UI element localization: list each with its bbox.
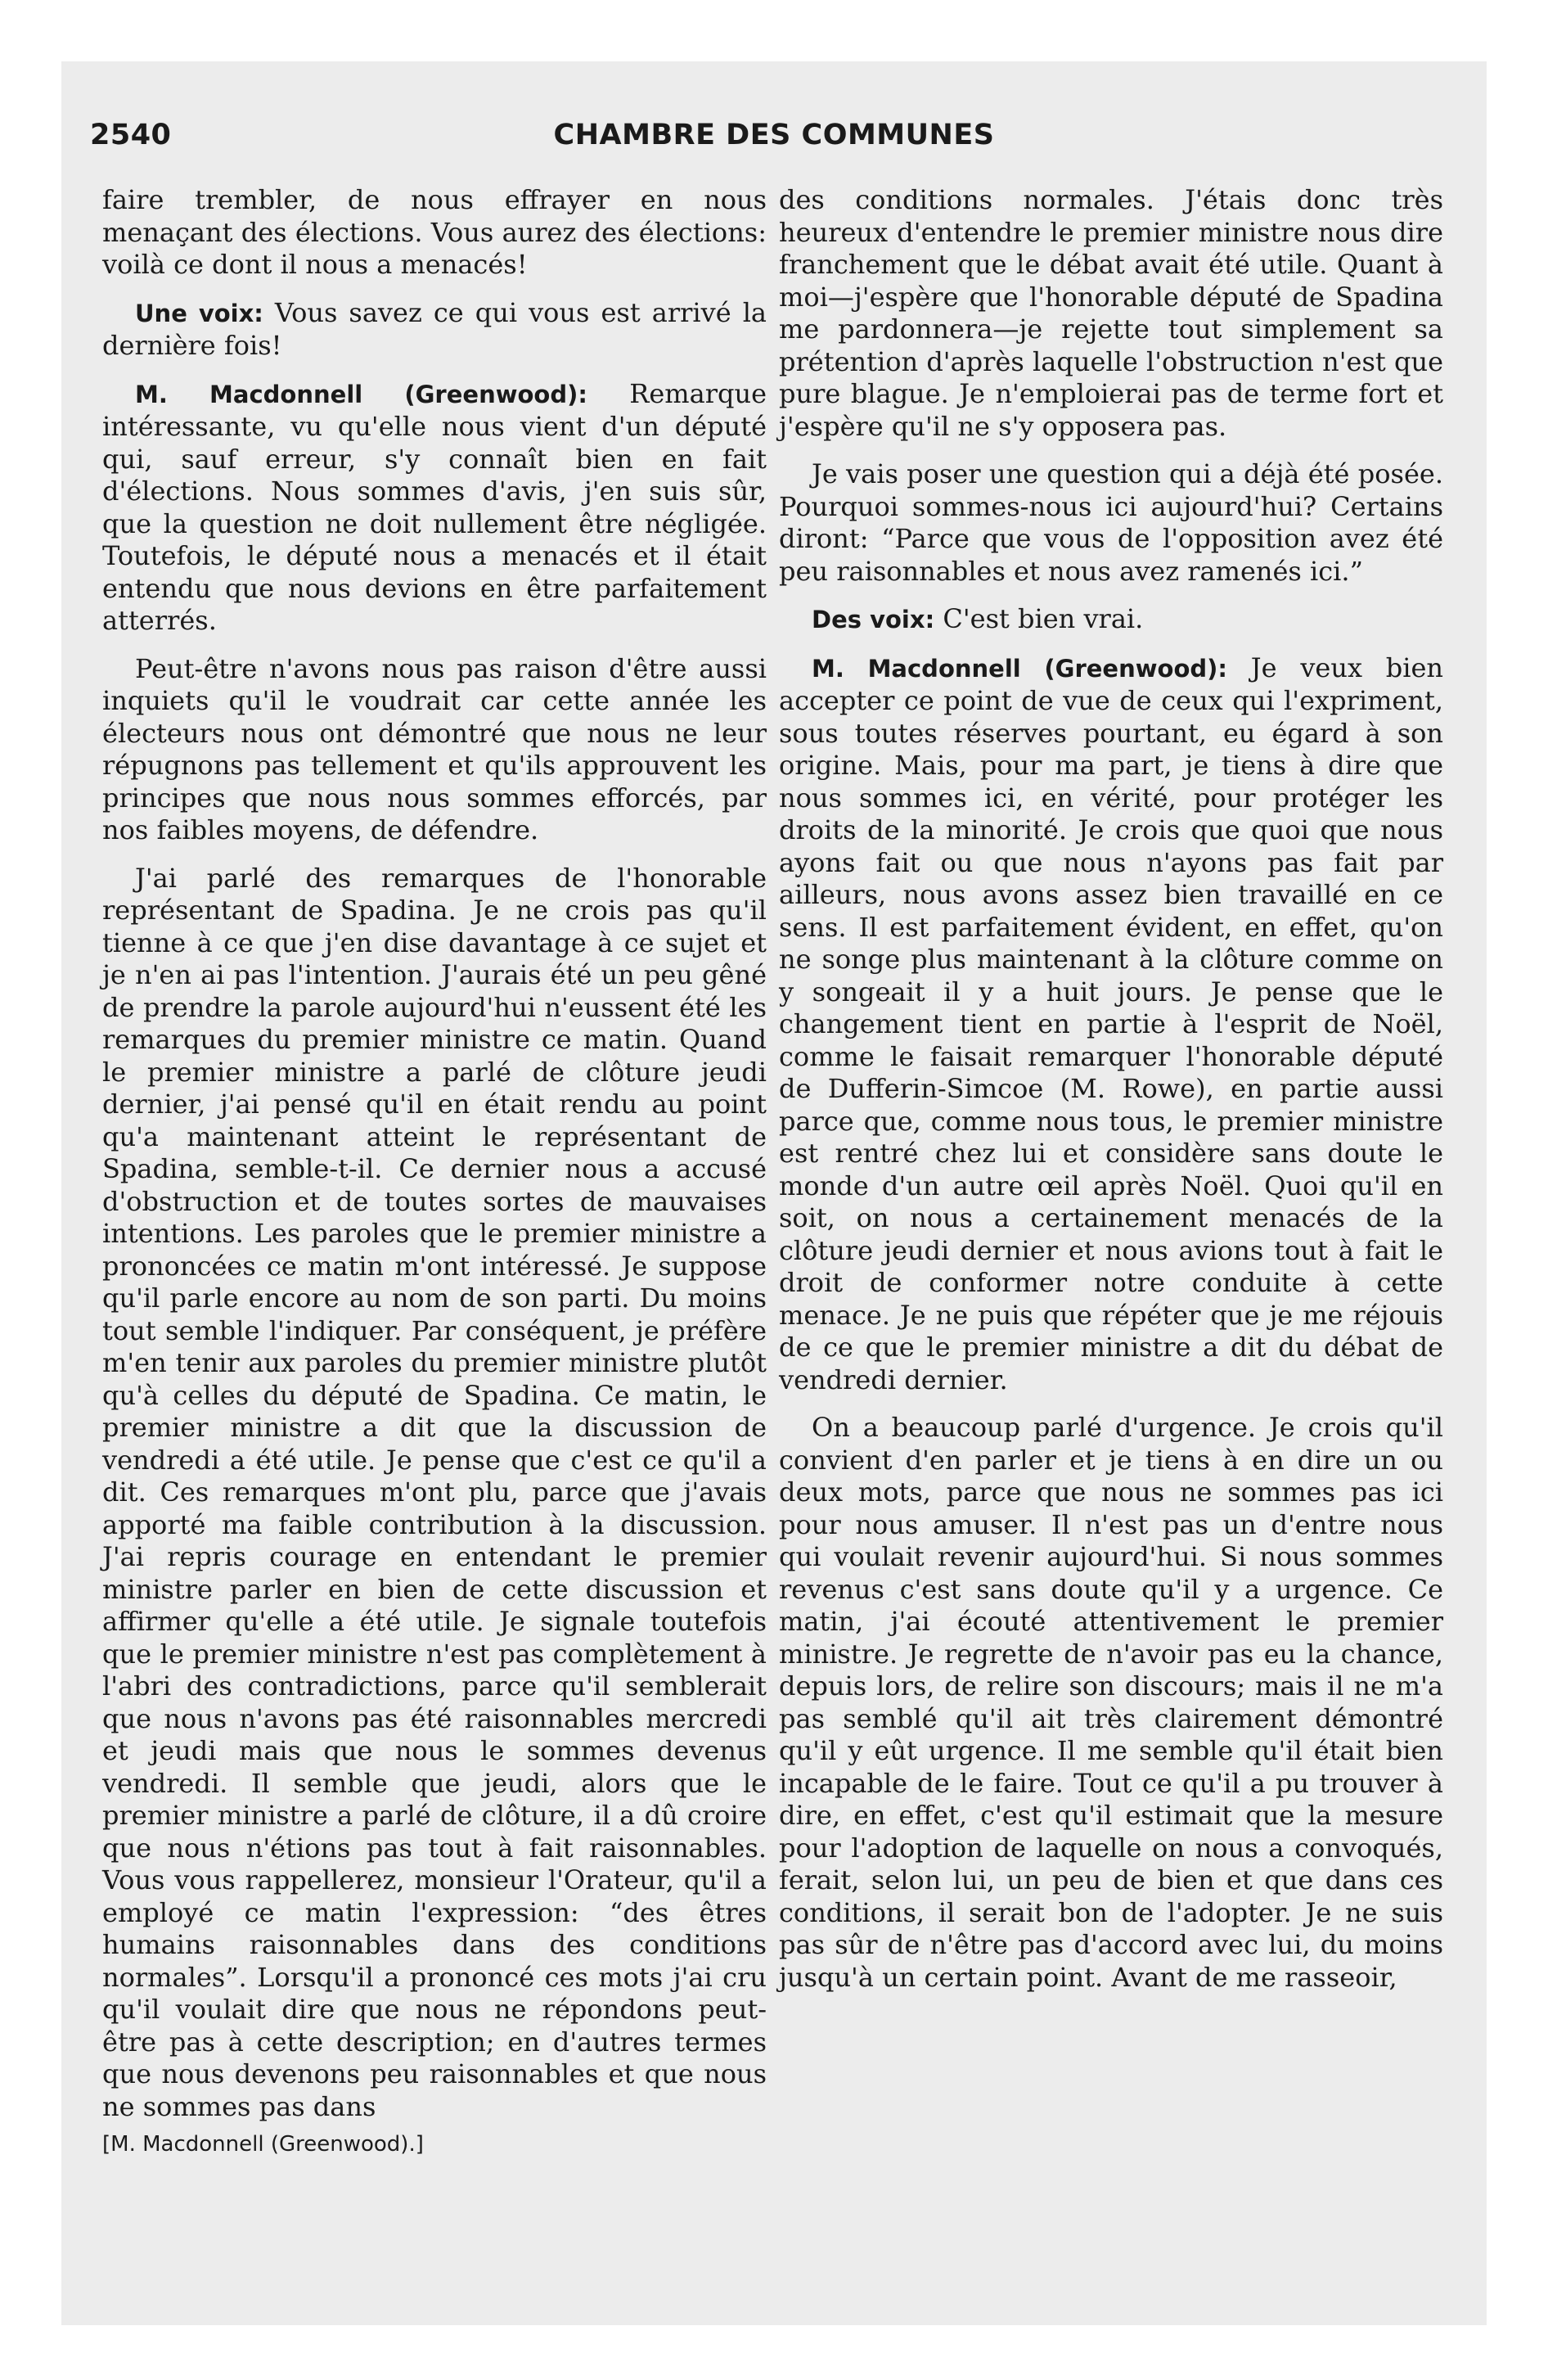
paragraph (779, 1412, 1443, 1994)
paragraph-text: J'ai parlé des remarques de l'honorable représentant de Spadina. Je ne crois pas qu'il tienne à ce que j'en dise davantage à ce sujet et je n'en ai pas l'intention. J'aurais été un peu gêné de prendre la parole aujourd'hui n'eussent été les remarques du premier ministre ce matin. Quand le premier ministre a parlé de clôture jeudi dernier, j'ai pensé qu'il en était rendu au point qu'a maintenant atteint le représentant de Spadina, semble-t-il. Ce dernier nous a accusé d'obstruction et de toutes sortes de mauvaises intentions. Les paroles que le premier ministre a prononcées ce matin m'ont intéressé. Je suppose qu'il parle encore au nom de son parti. Du moins tout semble l'indiquer. Par conséquent, je préfère m'en tenir aux paroles du premier ministre plutôt qu'à celles du député de Spadina. Ce matin, le premier ministre a dit que la discussion de vendredi a été utile. Je pense que c'est ce qu'il a dit. Ces remarques m'ont plu, parce que j'avais apporté ma faible contribution à la discussion. J'ai repris courage en entendant le premier ministre parler en bien de cette discussion et affirmer qu'elle a été utile. Je signale toutefois que le premier ministre n'est pas complètement à l'abri des contradictions, parce qu'il semblerait que nous n'avons pas été raisonnables mercredi et jeudi mais que nous le sommes devenus vendredi. Il semble que jeudi, alors que le premier ministre a parlé de clôture, il a dû croire que nous n'étions pas tout à fait raisonnables. Vous vous rappellerez, monsieur l'Orateur, qu'il a employé ce matin l'expression: “des êtres humains raisonnables dans des conditions normales”. Lorsqu'il a prononcé ces mots j'ai cru qu'il voulait dire que nous ne répondons peut-être pas à cette description; en d'autres termes que nous devenons peu raisonnables et que nous ne sommes pas dans (102, 862, 767, 2122)
paragraph-text: Remarque intéressante, vu qu'elle nous vient d'un député qui, sauf erreur, s'y connaît bien en fait d'élections. Nous sommes d'avis, j'en suis sûr, que la question ne doit nullement être négligée. Toutefois, le député nous a menacés et il était entendu que nous devions en être parfaitement atterrés. (102, 377, 767, 636)
paragraph (779, 458, 1443, 588)
speaker-label: Des voix: (812, 606, 935, 633)
speaker-label: Une voix: (135, 299, 263, 327)
paragraph (102, 297, 767, 363)
paragraph-text: On a beaucoup parlé d'urgence. Je crois qu'il convient d'en parler et je tiens à en dire un ou deux mots, parce que nous ne sommes pas ici pour nous amuser. Il n'est pas un d'entre nous qui voulait revenir aujourd'hui. Si nous sommes revenus c'est sans doute qu'il y a urgence. Ce matin, j'ai écouté attentivement le premier ministre. Je regrette de n'avoir pas eu la chance, depuis lors, de relire son discours; mais il ne m'a pas semblé qu'il ait très clairement démontré qu'il y eût urgence. Il me semble qu'il était bien incapable de le faire. Tout ce qu'il a pu trouver à dire, en effet, c'est qu'il estimait que la mesure pour l'adoption de laquelle on nous a convoqués, ferait, selon lui, un peu de bien et que dans ces conditions, il serait bon de l'adopter. Je ne suis pas sûr de n'être pas d'accord avec lui, du moins jusqu'à un certain point. Avant de me rasseoir, (779, 1412, 1443, 1993)
paragraph (102, 653, 767, 847)
paragraph-text: Je veux bien accepter ce point de vue de ceux qui l'expriment, sous toutes réserves pourtant, eu égard à son origine. Mais, pour ma part, je tiens à dire que nous sommes ici, en vérité, pour protéger les droits de la minorité. Je crois que quoi que nous ayons fait ou que nous n'ayons pas fait par ailleurs, nous avons assez bien travaillé en ce sens. Il est parfaitement évident, en effet, qu'on ne songe plus maintenant à la clôture comme on y songeait il y a huit jours. Je pense que le changement tient en partie à l'esprit de Noël, comme le faisait remarquer l'honorable député de Dufferin-Simcoe (M. Rowe), en partie aussi parce que, comme nous tous, le premier ministre est rentré chez lui et considère sans doute le monde d'un autre œil après Noël. Quoi qu'il en soit, on nous a certainement menacés de la clôture jeudi dernier et nous avions tout à fait le droit de conformer notre conduite à cette menace. Je ne puis que répéter que je me réjouis de ce que le premier ministre a dit du débat de vendredi dernier. (779, 651, 1444, 1395)
paragraph (779, 652, 1443, 1397)
page-header (90, 119, 1458, 168)
speaker-label: M. Macdonnell (Greenwood): (812, 654, 1227, 683)
page-footer: [M. Macdonnell (Greenwood).] (102, 2132, 424, 2157)
right-column (779, 184, 1443, 2009)
paragraph-text: faire trembler, de nous effrayer en nous menaçant des élections. Vous aurez des élections: voilà ce dont il nous a menacés! (102, 184, 767, 280)
paragraph-text: Peut-être n'avons nous pas raison d'être aussi inquiets qu'il le voudrait car cette année les électeurs nous ont démontré que nous ne leur répugnons pas tellement et qu'ils approuvent les principes que nous nous sommes efforcés, par nos faibles moyens, de défendre. (102, 652, 767, 845)
page-number: 2540 (90, 119, 172, 151)
paragraph-text: Vous savez ce qui vous est arrivé la dernière fois! (102, 296, 767, 361)
paragraph-text: C'est bien vrai. (943, 603, 1144, 634)
paragraph (102, 184, 767, 282)
paragraph (102, 863, 767, 2124)
paragraph (779, 184, 1443, 443)
page-title: CHAMBRE DES COMMUNES (553, 119, 995, 151)
paragraph (779, 603, 1443, 637)
paragraph (102, 378, 767, 638)
scanned-page (61, 61, 1487, 2325)
left-column (102, 184, 767, 2139)
paragraph-text: Je vais poser une question qui a déjà été posée. Pourquoi sommes-nous ici aujourd'hui? Certains diront: “Parce que vous de l'opposition avez été peu raisonnables et nous avez ramenés ici.” (779, 458, 1443, 587)
speaker-label: M. Macdonnell (Greenwood): (135, 380, 587, 408)
paragraph-text: des conditions normales. J'étais donc très heureux d'entendre le premier ministre nous dire franchement que le débat avait été utile. Quant à moi—j'espère que l'honorable député de Spadina me pardonnera—je rejette tout simplement sa prétention d'après laquelle l'obstruction n'est que pure blague. Je n'emploierai pas de terme fort et j'espère qu'il ne s'y opposera pas. (779, 184, 1443, 442)
